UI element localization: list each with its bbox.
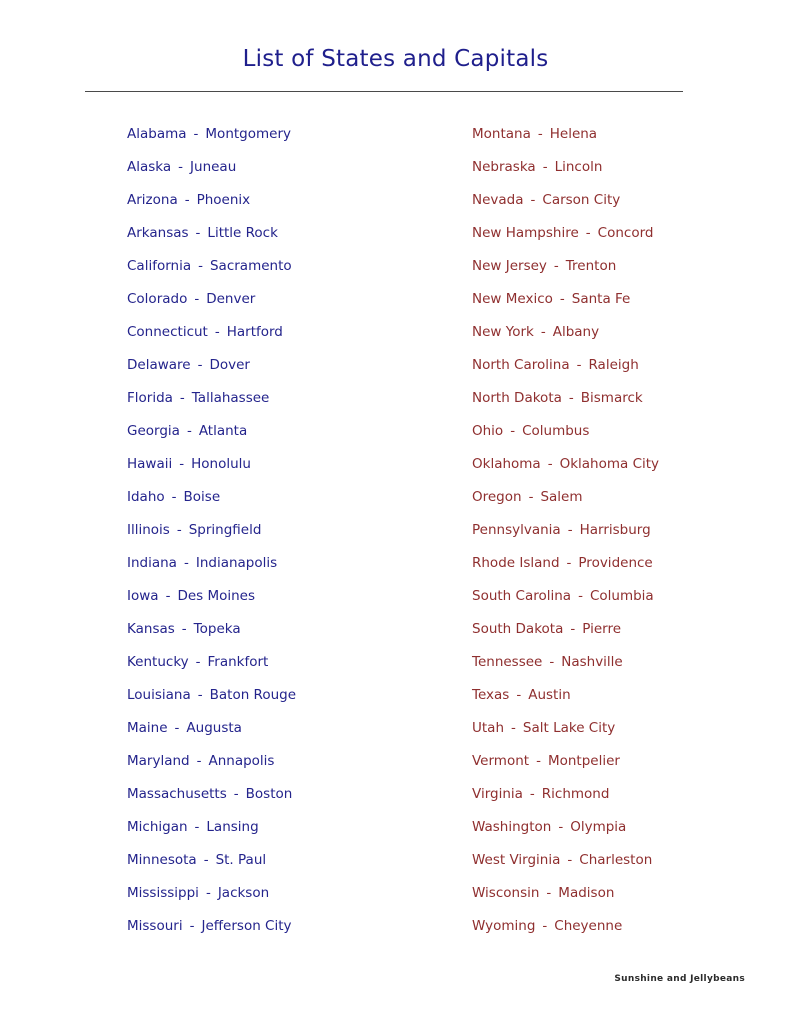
capital-name: Lincoln (554, 158, 603, 175)
page-title: List of States and Capitals (242, 46, 549, 72)
state-capital-row (472, 876, 659, 909)
state-name: Illinois (127, 521, 170, 538)
state-name: New Hampshire (472, 224, 579, 241)
state-capital-row (127, 645, 296, 678)
separator: - (567, 851, 573, 868)
capital-name: Harrisburg (579, 521, 651, 538)
capital-name: Denver (206, 290, 256, 307)
separator: - (197, 686, 203, 703)
capital-name: Hartford (226, 323, 283, 340)
separator: - (171, 488, 177, 505)
state-capital-row (127, 282, 296, 315)
separator: - (511, 719, 516, 736)
state-name: Maine (127, 719, 168, 736)
capital-name: Sacramento (209, 257, 292, 274)
state-name: Michigan (127, 818, 188, 835)
state-name: Oregon (472, 488, 522, 505)
state-name: Virginia (472, 785, 523, 802)
state-name: Mississippi (127, 884, 199, 901)
capital-name: Atlanta (198, 422, 248, 439)
capital-name: Tallahassee (191, 389, 270, 406)
capital-name: Austin (528, 686, 571, 703)
state-capital-row (127, 612, 296, 645)
separator: - (184, 191, 190, 208)
capital-name: Richmond (541, 785, 610, 802)
capital-name: Bismarck (580, 389, 643, 406)
state-capital-row (127, 876, 296, 909)
capital-name: Pierre (582, 620, 622, 637)
state-name: Ohio (472, 422, 504, 439)
separator: - (547, 455, 553, 472)
separator: - (214, 323, 220, 340)
capital-name: Concord (597, 224, 654, 241)
state-name: Florida (127, 389, 173, 406)
separator: - (576, 356, 582, 373)
separator: - (181, 620, 187, 637)
state-name: Minnesota (127, 851, 197, 868)
separator: - (558, 818, 564, 835)
state-capital-row (127, 249, 296, 282)
state-name: West Virginia (472, 851, 561, 868)
separator: - (559, 290, 565, 307)
state-capital-row (472, 282, 659, 315)
capital-name: Santa Fe (571, 290, 631, 307)
state-name: Maryland (127, 752, 190, 769)
state-capital-row (127, 678, 296, 711)
state-name: Delaware (127, 356, 191, 373)
capital-name: Jackson (217, 884, 270, 901)
state-name: Nevada (472, 191, 524, 208)
state-name: Kansas (127, 620, 175, 637)
capital-name: Springfield (188, 521, 262, 538)
capital-name: Frankfort (207, 653, 269, 670)
state-name: Vermont (472, 752, 530, 769)
separator: - (198, 257, 203, 274)
state-name: Tennessee (472, 653, 543, 670)
separator: - (570, 620, 576, 637)
state-capital-row (472, 480, 659, 513)
state-name: Montana (472, 125, 531, 142)
separator: - (528, 488, 534, 505)
state-capital-row (472, 414, 659, 447)
capital-name: Montpelier (547, 752, 620, 769)
capital-name: St. Paul (215, 851, 267, 868)
state-capital-row (127, 216, 296, 249)
state-name: Indiana (127, 554, 177, 571)
state-name: Louisiana (127, 686, 191, 703)
capital-name: Jefferson City (201, 917, 292, 934)
state-capital-row (127, 315, 296, 348)
state-name: North Carolina (472, 356, 570, 373)
state-capital-row (472, 513, 659, 546)
state-capital-row (472, 909, 659, 942)
capital-name: Boston (245, 785, 293, 802)
capital-name: Columbus (522, 422, 590, 439)
state-name: Hawaii (127, 455, 173, 472)
state-name: Connecticut (127, 323, 208, 340)
separator: - (540, 323, 546, 340)
state-name: South Carolina (472, 587, 572, 604)
separator: - (196, 752, 202, 769)
state-name: Alaska (127, 158, 172, 175)
state-name: South Dakota (472, 620, 564, 637)
state-capital-row (472, 150, 659, 183)
state-name: Iowa (127, 587, 159, 604)
separator: - (186, 422, 192, 439)
separator: - (205, 884, 211, 901)
state-name: New Jersey (472, 257, 547, 274)
state-capital-row (127, 513, 296, 546)
capital-name: Topeka (193, 620, 241, 637)
state-capital-row (472, 315, 659, 348)
separator: - (179, 389, 185, 406)
footer-brand: Sunshine and Jellybeans (614, 974, 745, 984)
capital-name: Charleston (579, 851, 653, 868)
state-name: New Mexico (472, 290, 553, 307)
state-capital-row (472, 711, 659, 744)
state-capital-row (127, 711, 296, 744)
state-capital-row (127, 150, 296, 183)
capital-name: Madison (558, 884, 615, 901)
state-name: Kentucky (127, 653, 189, 670)
state-name: Rhode Island (472, 554, 560, 571)
state-capital-row (472, 348, 659, 381)
state-capital-row (472, 249, 659, 282)
capital-name: Baton Rouge (209, 686, 297, 703)
states-column-right (472, 117, 659, 942)
separator: - (530, 191, 536, 208)
state-name: Texas (472, 686, 510, 703)
separator: - (193, 125, 199, 142)
separator: - (194, 290, 200, 307)
state-name: Oklahoma (472, 455, 541, 472)
state-name: Arkansas (127, 224, 189, 241)
separator: - (542, 917, 548, 934)
capital-name: Dover (209, 356, 250, 373)
capital-name: Juneau (190, 158, 237, 175)
separator: - (195, 653, 201, 670)
separator: - (536, 752, 541, 769)
capital-name: Oklahoma City (559, 455, 660, 472)
state-capital-row (127, 414, 296, 447)
state-capital-row (472, 546, 659, 579)
capital-name: Phoenix (196, 191, 251, 208)
capital-name: Providence (578, 554, 653, 571)
state-capital-row (472, 744, 659, 777)
capital-name: Albany (552, 323, 600, 340)
state-capital-row (127, 744, 296, 777)
capital-name: Trenton (565, 257, 617, 274)
state-capital-row (127, 843, 296, 876)
state-name: California (127, 257, 192, 274)
capital-name: Carson City (542, 191, 621, 208)
separator: - (178, 158, 184, 175)
capital-name: Nashville (561, 653, 623, 670)
title-divider (85, 91, 683, 92)
separator: - (553, 257, 559, 274)
separator: - (546, 884, 552, 901)
separator: - (197, 356, 203, 373)
state-capital-row (472, 216, 659, 249)
state-name: Pennsylvania (472, 521, 561, 538)
separator: - (549, 653, 555, 670)
state-capital-row (472, 117, 659, 150)
state-name: Wisconsin (472, 884, 540, 901)
separator: - (568, 389, 574, 406)
capital-name: Lansing (206, 818, 259, 835)
state-capital-row (127, 183, 296, 216)
separator: - (203, 851, 209, 868)
state-capital-row (127, 117, 296, 150)
separator: - (542, 158, 548, 175)
state-capital-row (472, 678, 659, 711)
state-capital-row (472, 183, 659, 216)
state-capital-row (127, 381, 296, 414)
state-capital-row (127, 447, 296, 480)
separator: - (578, 587, 583, 604)
state-capital-row (127, 546, 296, 579)
separator: - (510, 422, 516, 439)
capital-name: Montgomery (205, 125, 291, 142)
state-capital-row (472, 645, 659, 678)
capital-name: Olympia (570, 818, 627, 835)
states-column-left (127, 117, 296, 942)
separator: - (189, 917, 195, 934)
state-capital-row (127, 579, 296, 612)
capital-name: Raleigh (588, 356, 639, 373)
capital-name: Columbia (589, 587, 654, 604)
state-name: Massachusetts (127, 785, 227, 802)
capital-name: Annapolis (208, 752, 275, 769)
capital-name: Augusta (186, 719, 242, 736)
capital-name: Des Moines (177, 587, 256, 604)
capital-name: Boise (183, 488, 221, 505)
state-name: Nebraska (472, 158, 536, 175)
state-capital-row (472, 381, 659, 414)
state-name: Washington (472, 818, 552, 835)
separator: - (183, 554, 189, 571)
state-capital-row (472, 612, 659, 645)
state-name: Utah (472, 719, 505, 736)
state-capital-row (127, 777, 296, 810)
state-capital-row (127, 810, 296, 843)
separator: - (566, 554, 572, 571)
state-name: New York (472, 323, 534, 340)
state-name: Idaho (127, 488, 165, 505)
state-capital-row (472, 810, 659, 843)
capital-name: Salem (540, 488, 583, 505)
state-name: Alabama (127, 125, 187, 142)
separator: - (585, 224, 591, 241)
state-capital-row (472, 579, 659, 612)
separator: - (174, 719, 180, 736)
capital-name: Little Rock (207, 224, 278, 241)
separator: - (537, 125, 543, 142)
separator: - (165, 587, 171, 604)
separator: - (176, 521, 182, 538)
state-capital-row (127, 348, 296, 381)
state-name: Colorado (127, 290, 188, 307)
state-name: Arizona (127, 191, 178, 208)
state-capital-row (472, 447, 659, 480)
separator: - (179, 455, 185, 472)
separator: - (233, 785, 239, 802)
state-capital-row (472, 843, 659, 876)
state-capital-row (127, 909, 296, 942)
capital-name: Helena (549, 125, 598, 142)
capital-name: Cheyenne (554, 917, 623, 934)
separator: - (529, 785, 535, 802)
state-capital-row (127, 480, 296, 513)
state-name: Georgia (127, 422, 180, 439)
state-capital-row (472, 777, 659, 810)
capital-name: Indianapolis (195, 554, 278, 571)
separator: - (194, 818, 200, 835)
state-name: Wyoming (472, 917, 536, 934)
state-name: North Dakota (472, 389, 562, 406)
separator: - (516, 686, 522, 703)
state-name: Missouri (127, 917, 183, 934)
separator: - (567, 521, 573, 538)
capital-name: Honolulu (191, 455, 251, 472)
capital-name: Salt Lake City (522, 719, 616, 736)
separator: - (195, 224, 201, 241)
